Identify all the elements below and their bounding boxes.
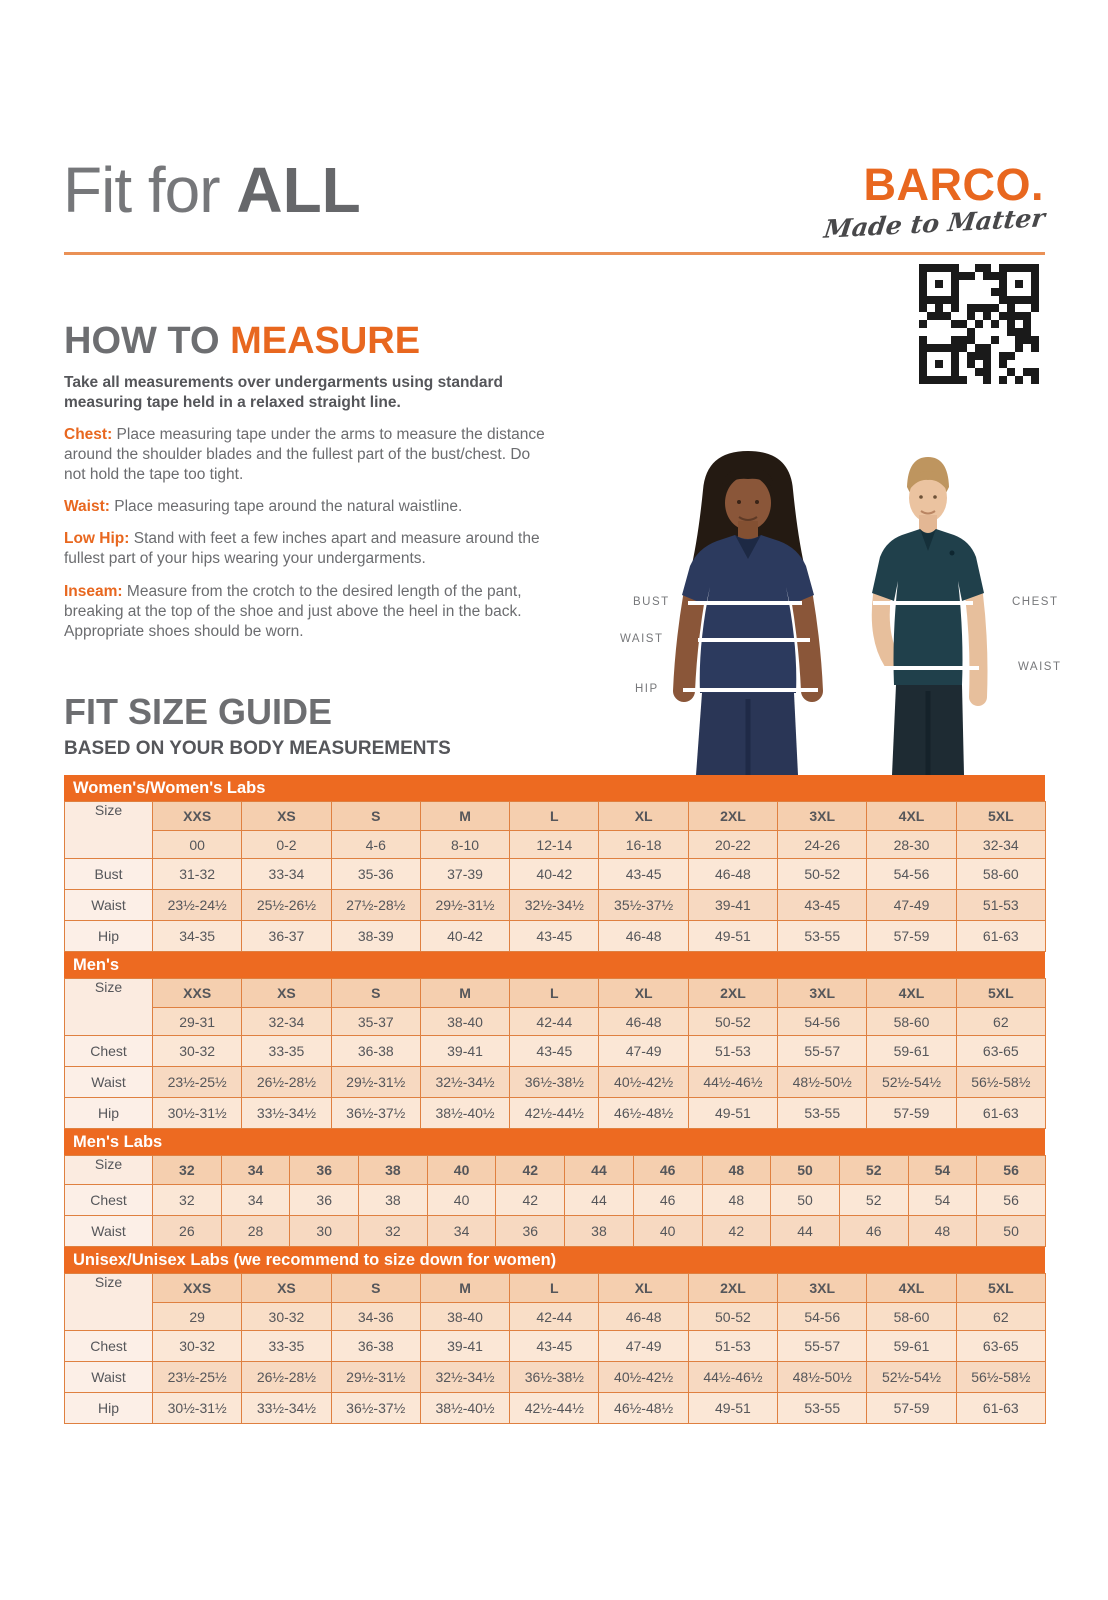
- measurement-cell: 43-45: [599, 859, 688, 890]
- size-header-cell: 40: [427, 1156, 496, 1185]
- measurement-cell: 47-49: [599, 1036, 688, 1067]
- size-table: [64, 978, 1046, 1129]
- measurement-cell: 25½-26½: [242, 890, 331, 921]
- heading-measure: MEASURE: [230, 320, 421, 362]
- measurement-cell: 36: [496, 1216, 565, 1247]
- numeric-size-cell: 16-18: [599, 831, 688, 859]
- size-header-cell: 42: [496, 1156, 565, 1185]
- row-label-cell: Hip: [65, 1098, 153, 1129]
- numeric-size-cell: 42-44: [510, 1008, 599, 1036]
- text-inseam: Measure from the crotch to the desired length of the pant, breaking at the top of the shoe and just above the heel in the back. Appropriate shoes should be worn.: [64, 582, 522, 640]
- row-label-cell: Chest: [65, 1036, 153, 1067]
- table-banner: Women's/Women's Labs: [64, 775, 1045, 801]
- measurement-cell: 36½-37½: [331, 1098, 420, 1129]
- measurement-cell: 43-45: [510, 921, 599, 952]
- size-header-cell: XXS: [153, 802, 242, 831]
- size-header-cell: 54: [908, 1156, 977, 1185]
- how-to-measure-heading: [64, 322, 552, 360]
- measurement-cell: 35-36: [331, 859, 420, 890]
- measurement-cell: 52: [839, 1185, 908, 1216]
- measurement-cell: 29½-31½: [331, 1362, 420, 1393]
- measurement-cell: 26½-28½: [242, 1362, 331, 1393]
- measurement-cell: 46½-48½: [599, 1393, 688, 1424]
- text-chest: Place measuring tape under the arms to measure the distance around the shoulder blades and the fullest part of the bust/chest. Do not hold the tape too tight.: [64, 425, 545, 483]
- measurement-cell: 53-55: [778, 1393, 867, 1424]
- measurement-cell: 30-32: [153, 1036, 242, 1067]
- measurement-cell: 44: [771, 1216, 840, 1247]
- measurement-cell: 51-53: [688, 1331, 777, 1362]
- measurement-cell: 40-42: [510, 859, 599, 890]
- size-header-cell: 38: [359, 1156, 428, 1185]
- size-header-cell: 2XL: [688, 979, 777, 1008]
- hip-label: HIP: [635, 683, 659, 695]
- size-header-cell: 56: [977, 1156, 1046, 1185]
- size-header-cell: L: [510, 979, 599, 1008]
- size-header-cell: XXS: [153, 1274, 242, 1303]
- measurement-cell: 43-45: [778, 890, 867, 921]
- size-header-cell: XS: [242, 802, 331, 831]
- size-tables: [64, 775, 1045, 1424]
- measurement-cell: 57-59: [867, 1098, 956, 1129]
- measurement-cell: 26: [153, 1216, 222, 1247]
- size-header-cell: M: [420, 979, 509, 1008]
- fit-size-guide-heading: FIT SIZE GUIDE: [64, 691, 333, 732]
- size-header-cell: 4XL: [867, 802, 956, 831]
- measurement-cell: 42: [702, 1216, 771, 1247]
- row-label-cell: Waist: [65, 1216, 153, 1247]
- measurement-cell: 39-41: [688, 890, 777, 921]
- measurement-cell: 46: [839, 1216, 908, 1247]
- qr-code: [919, 264, 1039, 384]
- numeric-size-cell: 20-22: [688, 831, 777, 859]
- measurement-cell: 29½-31½: [420, 890, 509, 921]
- size-header-cell: 2XL: [688, 802, 777, 831]
- numeric-size-cell: 28-30: [867, 831, 956, 859]
- measurement-cell: 23½-25½: [153, 1067, 242, 1098]
- measurement-cell: 32: [153, 1185, 222, 1216]
- size-header-cell: 4XL: [867, 979, 956, 1008]
- size-header-cell: L: [510, 802, 599, 831]
- numeric-size-cell: 38-40: [420, 1303, 509, 1331]
- measurement-cell: 30½-31½: [153, 1393, 242, 1424]
- measurement-cell: 36½-38½: [510, 1067, 599, 1098]
- term-waist: Waist:: [64, 498, 110, 516]
- size-table: [64, 1273, 1046, 1424]
- measurement-cell: 33½-34½: [242, 1393, 331, 1424]
- measurement-cell: 43-45: [510, 1036, 599, 1067]
- measurement-cell: 33½-34½: [242, 1098, 331, 1129]
- measurement-cell: 57-59: [867, 921, 956, 952]
- size-header-cell: L: [510, 1274, 599, 1303]
- measure-intro: Take all measurements over undergarments using standard measuring tape held in a relaxed straight line.: [64, 374, 504, 411]
- size-header-cell: XL: [599, 802, 688, 831]
- measurement-cell: 29½-31½: [331, 1067, 420, 1098]
- chest-label: CHEST: [1012, 596, 1059, 608]
- measure-item-chest: [64, 425, 552, 485]
- measurement-cell: 43-45: [510, 1331, 599, 1362]
- measurement-cell: 57-59: [867, 1393, 956, 1424]
- numeric-size-cell: 0-2: [242, 831, 331, 859]
- size-header-cell: XXS: [153, 979, 242, 1008]
- measurement-cell: 42½-44½: [510, 1098, 599, 1129]
- size-header-cell: S: [331, 979, 420, 1008]
- size-header-cell: S: [331, 802, 420, 831]
- numeric-size-cell: 58-60: [867, 1303, 956, 1331]
- measurement-cell: 40½-42½: [599, 1362, 688, 1393]
- measurement-cell: 47-49: [867, 890, 956, 921]
- measure-item-waist: [64, 497, 552, 517]
- measurement-cell: 53-55: [778, 921, 867, 952]
- measurement-cell: 56½-58½: [956, 1067, 1045, 1098]
- size-corner-cell: Size: [65, 979, 153, 1036]
- how-to-measure-section: [64, 322, 552, 642]
- measurement-cell: 52½-54½: [867, 1067, 956, 1098]
- numeric-size-cell: 29-31: [153, 1008, 242, 1036]
- size-corner-cell: Size: [65, 1156, 153, 1185]
- waist-label-left: WAIST: [620, 633, 664, 645]
- numeric-size-cell: 58-60: [867, 1008, 956, 1036]
- measurement-cell: 54: [908, 1185, 977, 1216]
- numeric-size-cell: 34-36: [331, 1303, 420, 1331]
- numeric-size-cell: 54-56: [778, 1303, 867, 1331]
- numeric-size-cell: 50-52: [688, 1303, 777, 1331]
- size-header-cell: M: [420, 802, 509, 831]
- measurement-cell: 61-63: [956, 1098, 1045, 1129]
- measurement-cell: 49-51: [688, 921, 777, 952]
- row-label-cell: Chest: [65, 1331, 153, 1362]
- size-header-cell: 5XL: [956, 802, 1045, 831]
- numeric-size-cell: 54-56: [778, 1008, 867, 1036]
- size-header-cell: 52: [839, 1156, 908, 1185]
- table-banner: Men's: [64, 952, 1045, 978]
- based-on-subheading: BASED ON YOUR BODY MEASUREMENTS: [64, 738, 451, 759]
- measurement-cell: 38½-40½: [420, 1393, 509, 1424]
- measurement-cell: 34: [427, 1216, 496, 1247]
- measurement-cell: 33-35: [242, 1331, 331, 1362]
- measurement-cell: 42½-44½: [510, 1393, 599, 1424]
- measurement-cell: 32½-34½: [510, 890, 599, 921]
- row-label-cell: Bust: [65, 859, 153, 890]
- text-low-hip: Stand with feet a few inches apart and measure around the fullest part of your hips wearing your undergarments.: [64, 530, 540, 568]
- size-header-cell: 2XL: [688, 1274, 777, 1303]
- measurement-cell: 39-41: [420, 1331, 509, 1362]
- size-header-cell: 48: [702, 1156, 771, 1185]
- size-header-cell: 5XL: [956, 1274, 1045, 1303]
- size-header-cell: 34: [221, 1156, 290, 1185]
- page-title: [63, 154, 361, 226]
- measurement-cell: 36½-38½: [510, 1362, 599, 1393]
- measurement-cell: 48½-50½: [778, 1067, 867, 1098]
- size-header-cell: 46: [633, 1156, 702, 1185]
- measurement-cell: 51-53: [956, 890, 1045, 921]
- numeric-size-cell: 8-10: [420, 831, 509, 859]
- size-table-block-0: [64, 775, 1045, 952]
- measure-item-inseam: [64, 582, 552, 642]
- measurement-cell: 50: [977, 1216, 1046, 1247]
- measurement-cell: 42: [496, 1185, 565, 1216]
- measurement-cell: 50: [771, 1185, 840, 1216]
- measurement-cell: 27½-28½: [331, 890, 420, 921]
- measurement-cell: 46: [633, 1185, 702, 1216]
- measurement-cell: 59-61: [867, 1036, 956, 1067]
- numeric-size-cell: 30-32: [242, 1303, 331, 1331]
- size-header-cell: XL: [599, 1274, 688, 1303]
- measurement-cell: 33-35: [242, 1036, 331, 1067]
- numeric-size-cell: 29: [153, 1303, 242, 1331]
- size-header-cell: 32: [153, 1156, 222, 1185]
- measurement-cell: 46½-48½: [599, 1098, 688, 1129]
- numeric-size-cell: 4-6: [331, 831, 420, 859]
- measurement-cell: 44: [565, 1185, 634, 1216]
- numeric-size-cell: 38-40: [420, 1008, 509, 1036]
- measurement-cell: 38½-40½: [420, 1098, 509, 1129]
- measurement-cell: 40½-42½: [599, 1067, 688, 1098]
- measure-item-low-hip: [64, 529, 552, 569]
- measurement-cell: 38-39: [331, 921, 420, 952]
- measurement-cell: 26½-28½: [242, 1067, 331, 1098]
- size-header-cell: M: [420, 1274, 509, 1303]
- measurement-cell: 49-51: [688, 1098, 777, 1129]
- size-header-cell: 4XL: [867, 1274, 956, 1303]
- fit-size-guide-section: [64, 691, 1045, 1424]
- measurement-cell: 33-34: [242, 859, 331, 890]
- term-inseam: Inseam:: [64, 582, 123, 600]
- measurement-cell: 32: [359, 1216, 428, 1247]
- qr-code-image: [919, 264, 1039, 384]
- bust-label: BUST: [633, 596, 670, 608]
- size-table-block-3: [64, 1247, 1045, 1424]
- measurement-cell: 48: [908, 1216, 977, 1247]
- measurement-cell: 53-55: [778, 1098, 867, 1129]
- text-waist: Place measuring tape around the natural waistline.: [114, 498, 463, 516]
- title-fit-for: Fit for: [63, 154, 220, 226]
- size-header-cell: 50: [771, 1156, 840, 1185]
- numeric-size-cell: 00: [153, 831, 242, 859]
- measurement-cell: 46-48: [599, 921, 688, 952]
- numeric-size-cell: 32-34: [956, 831, 1045, 859]
- measurement-cell: 55-57: [778, 1331, 867, 1362]
- waist-label-right: WAIST: [1018, 661, 1062, 673]
- measurement-cell: 36-38: [331, 1331, 420, 1362]
- numeric-size-cell: 62: [956, 1303, 1045, 1331]
- brand-name: BARCO.: [863, 159, 1044, 210]
- measurement-cell: 52½-54½: [867, 1362, 956, 1393]
- measurement-cell: 38: [565, 1216, 634, 1247]
- measurement-cell: 38: [359, 1185, 428, 1216]
- term-low-hip: Low Hip:: [64, 530, 130, 548]
- row-label-cell: Hip: [65, 921, 153, 952]
- measurement-cell: 32½-34½: [420, 1362, 509, 1393]
- measurement-cell: 63-65: [956, 1036, 1045, 1067]
- measurement-cell: 51-53: [688, 1036, 777, 1067]
- size-header-cell: 36: [290, 1156, 359, 1185]
- table-banner: Unisex/Unisex Labs (we recommend to size down for women): [64, 1247, 1045, 1273]
- measurement-cell: 56½-58½: [956, 1362, 1045, 1393]
- measurement-cell: 36½-37½: [331, 1393, 420, 1424]
- measurement-cell: 30½-31½: [153, 1098, 242, 1129]
- numeric-size-cell: 50-52: [688, 1008, 777, 1036]
- measurement-cell: 61-63: [956, 921, 1045, 952]
- table-banner: Men's Labs: [64, 1129, 1045, 1155]
- measurement-cell: 35½-37½: [599, 890, 688, 921]
- brand-tagline: Made to Matter: [822, 203, 1047, 244]
- size-corner-cell: Size: [65, 1274, 153, 1331]
- size-header-cell: XS: [242, 1274, 331, 1303]
- title-all: ALL: [236, 154, 361, 226]
- numeric-size-cell: 46-48: [599, 1008, 688, 1036]
- size-table-block-2: [64, 1129, 1045, 1247]
- brand-logo: [822, 159, 1047, 244]
- numeric-size-cell: 46-48: [599, 1303, 688, 1331]
- measurement-cell: 31-32: [153, 859, 242, 890]
- size-table: [64, 1155, 1046, 1247]
- measurement-cell: 61-63: [956, 1393, 1045, 1424]
- measurement-cell: 44½-46½: [688, 1067, 777, 1098]
- size-header-cell: XL: [599, 979, 688, 1008]
- numeric-size-cell: 12-14: [510, 831, 599, 859]
- row-label-cell: Waist: [65, 1362, 153, 1393]
- measurement-cell: 40: [427, 1185, 496, 1216]
- measurement-cell: 40: [633, 1216, 702, 1247]
- measurement-cell: 47-49: [599, 1331, 688, 1362]
- measurement-cell: 40-42: [420, 921, 509, 952]
- heading-how-to: HOW TO: [64, 320, 220, 362]
- numeric-size-cell: 24-26: [778, 831, 867, 859]
- size-header-cell: 3XL: [778, 1274, 867, 1303]
- size-table-block-1: [64, 952, 1045, 1129]
- measurement-cell: 44½-46½: [688, 1362, 777, 1393]
- measurement-cell: 30-32: [153, 1331, 242, 1362]
- measurement-cell: 30: [290, 1216, 359, 1247]
- measurement-cell: 36-38: [331, 1036, 420, 1067]
- measurement-cell: 63-65: [956, 1331, 1045, 1362]
- numeric-size-cell: 35-37: [331, 1008, 420, 1036]
- measurement-cell: 49-51: [688, 1393, 777, 1424]
- measurement-cell: 37-39: [420, 859, 509, 890]
- measurement-cell: 59-61: [867, 1331, 956, 1362]
- row-label-cell: Chest: [65, 1185, 153, 1216]
- measurement-cell: 36: [290, 1185, 359, 1216]
- term-chest: Chest:: [64, 425, 113, 443]
- measurement-cell: 56: [977, 1185, 1046, 1216]
- measurement-cell: 48: [702, 1185, 771, 1216]
- measurement-cell: 32½-34½: [420, 1067, 509, 1098]
- size-header-cell: 5XL: [956, 979, 1045, 1008]
- numeric-size-cell: 42-44: [510, 1303, 599, 1331]
- measurement-cell: 39-41: [420, 1036, 509, 1067]
- size-corner-cell: Size: [65, 802, 153, 859]
- measurement-cell: 46-48: [688, 859, 777, 890]
- size-header-cell: 3XL: [778, 802, 867, 831]
- size-header-cell: 3XL: [778, 979, 867, 1008]
- measurement-cell: 23½-24½: [153, 890, 242, 921]
- measurement-cell: 50-52: [778, 859, 867, 890]
- row-label-cell: Hip: [65, 1393, 153, 1424]
- numeric-size-cell: 62: [956, 1008, 1045, 1036]
- size-header-cell: 44: [565, 1156, 634, 1185]
- measurement-cell: 54-56: [867, 859, 956, 890]
- measurement-cell: 28: [221, 1216, 290, 1247]
- divider-rule: [64, 252, 1045, 255]
- size-header-cell: S: [331, 1274, 420, 1303]
- size-table: [64, 801, 1046, 952]
- numeric-size-cell: 32-34: [242, 1008, 331, 1036]
- row-label-cell: Waist: [65, 890, 153, 921]
- measurement-cell: 48½-50½: [778, 1362, 867, 1393]
- measurement-cell: 36-37: [242, 921, 331, 952]
- measurement-cell: 58-60: [956, 859, 1045, 890]
- measurement-cell: 23½-25½: [153, 1362, 242, 1393]
- size-header-cell: XS: [242, 979, 331, 1008]
- measurement-cell: 55-57: [778, 1036, 867, 1067]
- measurement-cell: 34: [221, 1185, 290, 1216]
- row-label-cell: Waist: [65, 1067, 153, 1098]
- measurement-cell: 34-35: [153, 921, 242, 952]
